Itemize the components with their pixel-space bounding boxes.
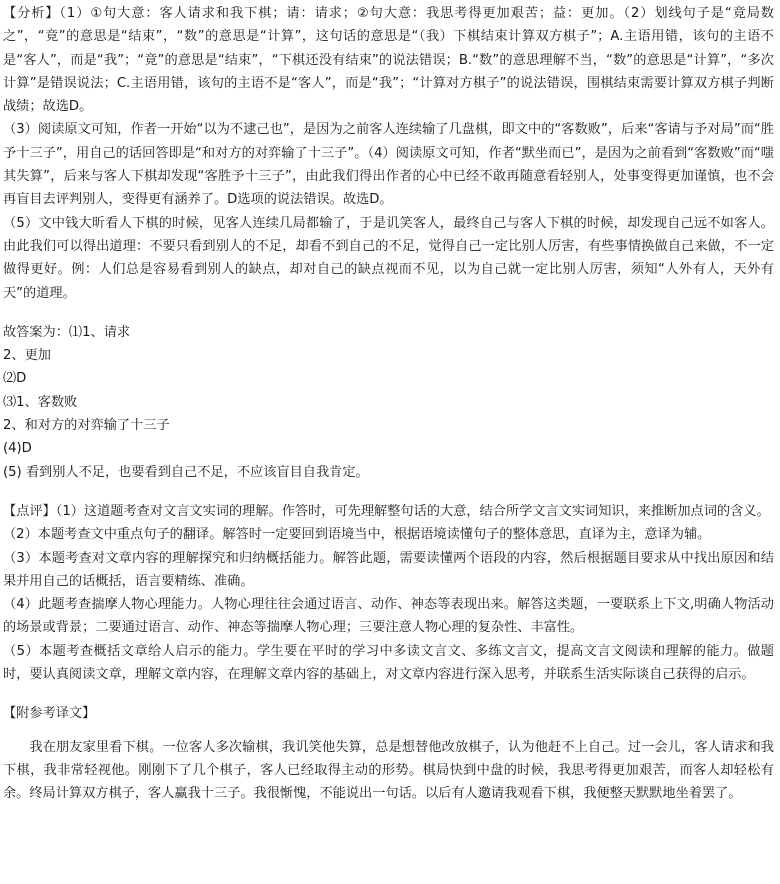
comment-paragraph-5: （5）本题考查概括文章给人启示的能力。学生要在平时的学习中多读文言文、多练文言文，提高文言文阅读和理解的能力。做题时，要认真阅读文章，理解文章内容，在理解文章内容的基础上，对文章内容进行深入思考，并联系生活实际谈自己获得的启示。 — [3, 643, 774, 683]
analysis-paragraph-2: （3）阅读原文可知，作者一开始“以为不逮己也”，是因为之前客人连续输了几盘棋，即文中的“客数败”，后来“客请与予对局”而“胜予十三子”，用自己的话回答即是“和对方的对弈输了十三子”。（4）阅读原文可知，作者“默坐而已”，是因为之前看到“客数败”而“嗤其失算”，后来与客人下棋却发现“客胜予十三子”，由此我们得出作者的心中已经不敢再随意看轻别人，处事变得更加谨慎，也不会再盲目去评判别人，变得更有涵养了。D选项的说法错误。故选D。 — [3, 122, 774, 208]
comment-block — [3, 500, 774, 686]
spacer — [3, 686, 774, 702]
analysis-paragraph-1: 【分析】（1）①句大意：客人请求和我下棋；请：请求；②句大意：我思考得更加艰苦；益：更加。（2）划线句子是“竟局数之”，“竟”的意思是“结束”，“数”的意思是“计算”，这句话的意思是“（我）下棋结束计算双方棋子”；A.主语用错，该句的主语不是“客人”，而是“我”；“竟”的意思是“结束”，“下棋还没有结束”的说法错误；B.“数”的意思理解不当，“数”的意思是“计算”，“多次计算”是错误说法；C.主语用错，该句的主语不是“客人”，而是“我”；“计算对方棋子”的说法错误，围棋结束需要计算双方棋子判断战绩；故选D。 — [3, 6, 774, 115]
analysis-paragraph-3: （5）文中钱大昕看人下棋的时候，见客人连续几局都输了，于是讥笑客人，最终自己与客人下棋的时候，却发现自己远不如客人。由此我们可以得出道理：不要只看到别人的不足，却看不到自己的不足，觉得自己一定比别人厉害，有些事情换做自己来做，不一定做得更好。例：人们总是容易看到别人的缺点，却对自己的缺点视而不见，以为自己就一定比别人厉害，须知“人外有人，天外有天”的道理。 — [3, 215, 774, 301]
answer-line: (5) 看到别人不足，也要看到自己不足，不应该盲目自我肯定。 — [3, 464, 369, 480]
translation-body: 我在朋友家里看下棋。一位客人多次输棋，我讥笑他失算，总是想替他改放棋子，认为他赶不上自己。过一会儿，客人请求和我下棋，我非常轻视他。刚刚下了几个棋子，客人已经取得主动的形势。棋局快到中盘的时候，我思考得更加艰苦，而客人却轻松有余。终局计算双方棋子，客人赢我十三子。我很惭愧，不能说出一句话。以后有人邀请我观看下棋，我便整天默默地坐着罢了。 — [3, 739, 774, 802]
comment-paragraph-4: （4）此题考查揣摩人物心理能力。人物心理往往会通过语言、动作、神态等表现出来。解答这类题，一要联系上下文,明确人物活动的场景或背景；二要通过语言、动作、神态等揣摩人物心理；三要注意人物心理的复杂性、丰富性。 — [3, 597, 774, 636]
comment-paragraph-3: （3）本题考查对文章内容的理解探究和归纳概括能力。解答此题，需要读懂两个语段的内容，然后根据题目要求从中找出原因和结果并用自己的话概括，语言要精练、准确。 — [3, 550, 774, 589]
translation-heading: 【附参考译文】 — [3, 706, 96, 722]
answer-line: 故答案为：⑴1、请求 — [3, 324, 131, 340]
spacer — [3, 305, 774, 321]
answer-block — [3, 321, 774, 484]
answer-line: ⑵D — [3, 371, 27, 387]
answer-line: (4)D — [3, 441, 32, 457]
comment-paragraph-2: （2）本题考查文中重点句子的翻译。解答时一定要回到语境当中，根据语境读懂句子的整体意思，直译为主，意译为辅。 — [3, 527, 711, 543]
answer-line: 2、和对方的对弈输了十三子 — [3, 418, 170, 434]
translation-block — [3, 702, 774, 805]
spacer — [3, 726, 774, 736]
answer-line: ⑶1、客数败 — [3, 394, 78, 410]
spacer — [3, 484, 774, 500]
document — [0, 2, 780, 806]
answer-line: 2、更加 — [3, 348, 51, 364]
comment-paragraph-1: 【点评】（1）这道题考查对文言文实词的理解。作答时，可先理解整句话的大意，结合所学文言文实词知识，来推断加点词的含义。 — [3, 503, 770, 519]
